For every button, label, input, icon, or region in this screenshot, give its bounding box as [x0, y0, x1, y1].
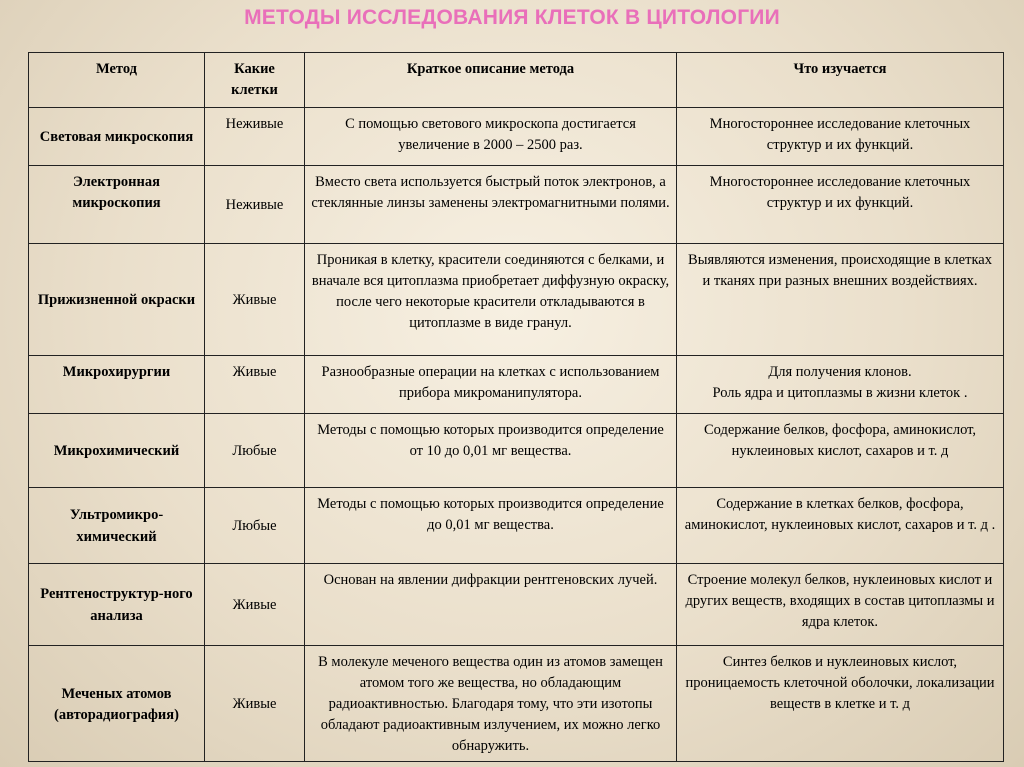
method-cell: Рентгеноструктур-ного анализа	[29, 564, 205, 646]
method-cell: Ультромикро-химический	[29, 488, 205, 564]
table-row	[29, 414, 1004, 488]
cells-cell: Живые	[205, 356, 305, 414]
header-method: Метод	[29, 53, 205, 108]
methods-table	[28, 52, 1004, 762]
header-description: Краткое описание метода	[305, 53, 677, 108]
header-cells: Какие клетки	[205, 53, 305, 108]
studies-line: Для получения клонов.	[768, 364, 912, 380]
table-row	[29, 244, 1004, 356]
description-cell: Основан на явлении дифракции рентгеновских лучей.	[305, 564, 677, 646]
method-cell: Микрохирургии	[29, 356, 205, 414]
description-cell: Вместо света используется быстрый поток электронов, а стеклянные линзы заменены электромагнитными полями.	[305, 166, 677, 244]
cells-cell: Живые	[205, 244, 305, 356]
studies-line: Роль ядра и цитоплазмы в жизни клеток .	[712, 385, 968, 402]
table-row	[29, 488, 1004, 564]
cells-cell: Любые	[205, 488, 305, 564]
header-studies: Что изучается	[677, 53, 1004, 108]
description-cell: Проникая в клетку, красители соединяются с белками, и вначале вся цитоплазма приобретает диффузную окраску, после чего некоторые красители откладываются в цитоплазме в виде гранул.	[305, 244, 677, 356]
description-cell: С помощью светового микроскопа достигается увеличение в 2000 – 2500 раз.	[305, 108, 677, 166]
table-row	[29, 356, 1004, 414]
method-cell: Меченых атомов (авторадиография)	[29, 646, 205, 762]
studies-cell: Выявляются изменения, происходящие в клетках и тканях при разных внешних воздействиях.	[677, 244, 1004, 356]
method-cell: Прижизненной окраски	[29, 244, 205, 356]
cells-cell: Любые	[205, 414, 305, 488]
studies-cell: Содержание белков, фосфора, аминокислот, нуклеиновых кислот, сахаров и т. д	[677, 414, 1004, 488]
table-header-row	[29, 53, 1004, 108]
table-row	[29, 646, 1004, 762]
studies-cell: Многостороннее исследование клеточных структур и их функций.	[677, 108, 1004, 166]
method-cell: Микрохимический	[29, 414, 205, 488]
description-cell: В молекуле меченого вещества один из атомов замещен атомом того же вещества, но обладающим радиоактивностью. Благодаря тому, что эти изотопы обладают радиоактивным излучением, их можно легко обнаружить.	[305, 646, 677, 762]
method-cell: Электронная микроскопия	[29, 166, 205, 244]
studies-cell: Строение молекул белков, нуклеиновых кислот и других веществ, входящих в состав цитоплазмы и ядра клеток.	[677, 564, 1004, 646]
studies-cell	[677, 356, 1004, 414]
page-title: МЕТОДЫ ИССЛЕДОВАНИЯ КЛЕТОК В ЦИТОЛОГИИ	[244, 6, 780, 29]
studies-cell: Содержание в клетках белков, фосфора, аминокислот, нуклеиновых кислот, сахаров и т. д .	[677, 488, 1004, 564]
studies-cell: Синтез белков и нуклеиновых кислот, проницаемость клеточной оболочки, локализации веществ в клетке и т. д	[677, 646, 1004, 762]
studies-cell: Многостороннее исследование клеточных структур и их функций.	[677, 166, 1004, 244]
description-cell: Методы с помощью которых производится определение от 10 до 0,01 мг вещества.	[305, 414, 677, 488]
description-cell: Методы с помощью которых производится определение до 0,01 мг вещества.	[305, 488, 677, 564]
cells-cell: Неживые	[205, 166, 305, 244]
cells-cell: Живые	[205, 646, 305, 762]
cells-cell: Живые	[205, 564, 305, 646]
table-row	[29, 166, 1004, 244]
cells-cell: Неживые	[205, 108, 305, 166]
description-cell: Разнообразные операции на клетках с использованием прибора микроманипулятора.	[305, 356, 677, 414]
table-row	[29, 108, 1004, 166]
table-row	[29, 564, 1004, 646]
method-cell: Световая микроскопия	[29, 108, 205, 166]
